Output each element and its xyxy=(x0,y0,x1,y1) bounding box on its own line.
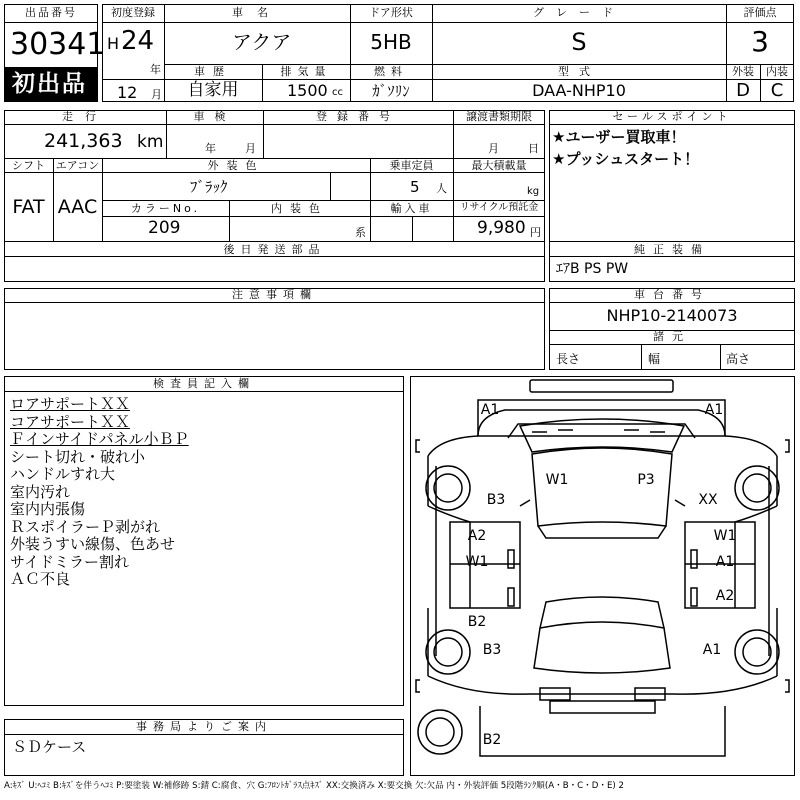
reg-year-unit: 年 xyxy=(150,63,161,76)
color: ﾌﾞﾗｯｸ xyxy=(190,178,228,196)
int-color-unit: 系 xyxy=(355,226,366,239)
int-color-label: 内装色 xyxy=(271,202,328,215)
shift-label: シフト xyxy=(12,159,45,172)
era: H xyxy=(107,34,120,53)
lot-label: 出品番号 xyxy=(25,6,77,19)
inspector-line: シート切れ・破れ小 xyxy=(10,447,146,466)
inspection-year-unit: 年 xyxy=(205,142,216,155)
diagram-mark: P3 xyxy=(637,472,655,488)
exterior: D xyxy=(736,80,750,101)
mileage-unit: km xyxy=(137,132,164,152)
inspector-line: ＡＣ不良 xyxy=(10,570,71,588)
displacement-unit: cc xyxy=(332,87,343,98)
history-label: 車歴 xyxy=(194,65,232,78)
inspector-line: ハンドルすれ大 xyxy=(10,465,116,483)
history: 自家用 xyxy=(187,80,239,100)
diagram-mark: A2 xyxy=(715,588,735,604)
office-label: 事務局よりご案内 xyxy=(136,720,272,733)
car-diagram xyxy=(410,376,795,776)
diagram-mark: W1 xyxy=(545,472,569,488)
diagram-mark: W1 xyxy=(713,528,737,544)
recycle: 9,980 xyxy=(477,218,526,238)
reg-month-unit: 月 xyxy=(151,88,162,101)
inspector-line: 外装うすい線傷、色あせ xyxy=(10,535,176,553)
inspector-line: サイドミラー割れ xyxy=(10,552,129,571)
recycle-unit: 円 xyxy=(530,226,541,239)
diagram-mark: B3 xyxy=(486,492,506,508)
diagram-mark: A1 xyxy=(480,402,500,418)
grade: S xyxy=(571,28,587,56)
lot-number: 30341 xyxy=(10,27,106,62)
diagram-mark: A1 xyxy=(715,554,735,570)
mileage: 241,363 xyxy=(44,130,123,152)
diagram-mark: XX xyxy=(698,492,718,508)
equipment: ｴｱB PS PW xyxy=(556,261,629,277)
inspector-line: 室内汚れ xyxy=(10,482,71,501)
interior: C xyxy=(770,80,784,101)
inspector-line: ロアサポートＸＸ xyxy=(10,395,131,413)
diagram-mark: B3 xyxy=(482,642,502,658)
diagram-mark: B2 xyxy=(467,614,487,630)
color-label: 外装色 xyxy=(207,159,265,172)
equipment-label: 純正装備 xyxy=(634,243,710,256)
fuel-label: 燃料 xyxy=(374,65,408,78)
later-parts-label: 後日発送部品 xyxy=(223,243,326,256)
capacity: 5 xyxy=(410,178,420,196)
car-name-label: 車名 xyxy=(232,6,282,19)
ac-label: エアコン xyxy=(55,159,100,172)
door: 5HB xyxy=(370,30,412,54)
diagram-mark: B2 xyxy=(482,732,502,748)
import-label: 輸入車 xyxy=(390,202,433,215)
transfer-month-unit: 月 xyxy=(488,142,499,155)
exterior-label: 外装 xyxy=(732,65,754,78)
sales-label: セールスポイント xyxy=(612,110,732,123)
height-label: 高さ xyxy=(726,352,751,366)
regno-label: 登録番号 xyxy=(316,110,400,123)
legend: A:ｷｽﾞ U:ﾍｺﾐ B:ｷｽﾞを伴うﾍｺﾐ P:要塗装 W:補修跡 S:錆 C:腐食、穴 G:ﾌﾛﾝﾄｶﾞﾗｽ点ｷｽﾞ XX:交換済み X:要交換 欠:欠品 内・外装評価 5段階ﾗﾝｸ順(A・B・C・D・E) 2 xyxy=(4,781,624,791)
capacity-label: 乗車定員 xyxy=(389,159,434,172)
inspection-month-unit: 月 xyxy=(245,142,256,155)
interior-label: 内装 xyxy=(766,65,788,78)
shift: FAT xyxy=(12,196,45,218)
chassis-label: 車台番号 xyxy=(634,288,710,301)
length-label: 長さ xyxy=(556,352,581,366)
ac: AAC xyxy=(57,196,98,218)
model-label: 型式 xyxy=(558,65,600,78)
inspector-line: コアサポートＸＸ xyxy=(10,412,131,431)
door-label: ドア形状 xyxy=(369,6,413,19)
model: DAA-NHP10 xyxy=(532,81,626,100)
office-note: ＳＤケース xyxy=(12,738,87,756)
notes-label: 注意事項欄 xyxy=(232,288,317,301)
score: 3 xyxy=(751,25,769,58)
inspector-line: Ｒスポイラー​Ｐ剥がれ xyxy=(10,517,161,536)
sales-point-1: ★ユーザー買取車！ xyxy=(552,128,686,146)
colorno: 209 xyxy=(148,218,181,238)
width-label: 幅 xyxy=(648,352,661,366)
grade-label: グレード xyxy=(533,6,625,19)
recycle-label: リサイクル預託金 xyxy=(459,202,539,213)
inspector-line: Ｆインサイドパネル小ＢＰ xyxy=(10,430,189,448)
reg-year: 24 xyxy=(121,26,155,56)
score-label: 評価点 xyxy=(743,6,777,19)
spec-label: 諸元 xyxy=(653,330,691,343)
first-listing-text: 初出品 xyxy=(12,71,87,97)
diagram-mark: A2 xyxy=(467,528,487,544)
capacity-unit: 人 xyxy=(436,182,447,195)
diagram-mark: W1 xyxy=(465,554,489,570)
load-unit: kg xyxy=(527,186,540,197)
sales-point-2: ★プッシュスタート！ xyxy=(552,150,700,168)
fuel: ｶﾞｿﾘﾝ xyxy=(372,82,410,100)
reg-month: 12 xyxy=(117,83,138,102)
inspector-line: 室内内張傷 xyxy=(10,500,86,518)
inspection-label: 車検 xyxy=(193,110,236,123)
first-reg-label: 初度登録 xyxy=(111,6,155,19)
load-label: 最大積載量 xyxy=(471,159,527,172)
inspector-label: 検査員記入欄 xyxy=(153,377,255,390)
transfer-day-unit: 日 xyxy=(528,142,539,155)
displacement-label: 排気量 xyxy=(280,65,332,78)
diagram-mark: A1 xyxy=(702,642,722,658)
car-name: アクア xyxy=(232,30,292,54)
header-block xyxy=(4,4,795,102)
transfer-label: 譲渡書類期限 xyxy=(466,110,532,123)
chassis-number: NHP10-2140073 xyxy=(606,306,738,325)
diagram-mark: A1 xyxy=(704,402,724,418)
displacement: 1500 xyxy=(287,81,328,100)
inspector-lines xyxy=(10,396,189,589)
colorno-label: カラーNo. xyxy=(130,202,201,215)
mileage-label: 走行 xyxy=(62,110,108,123)
